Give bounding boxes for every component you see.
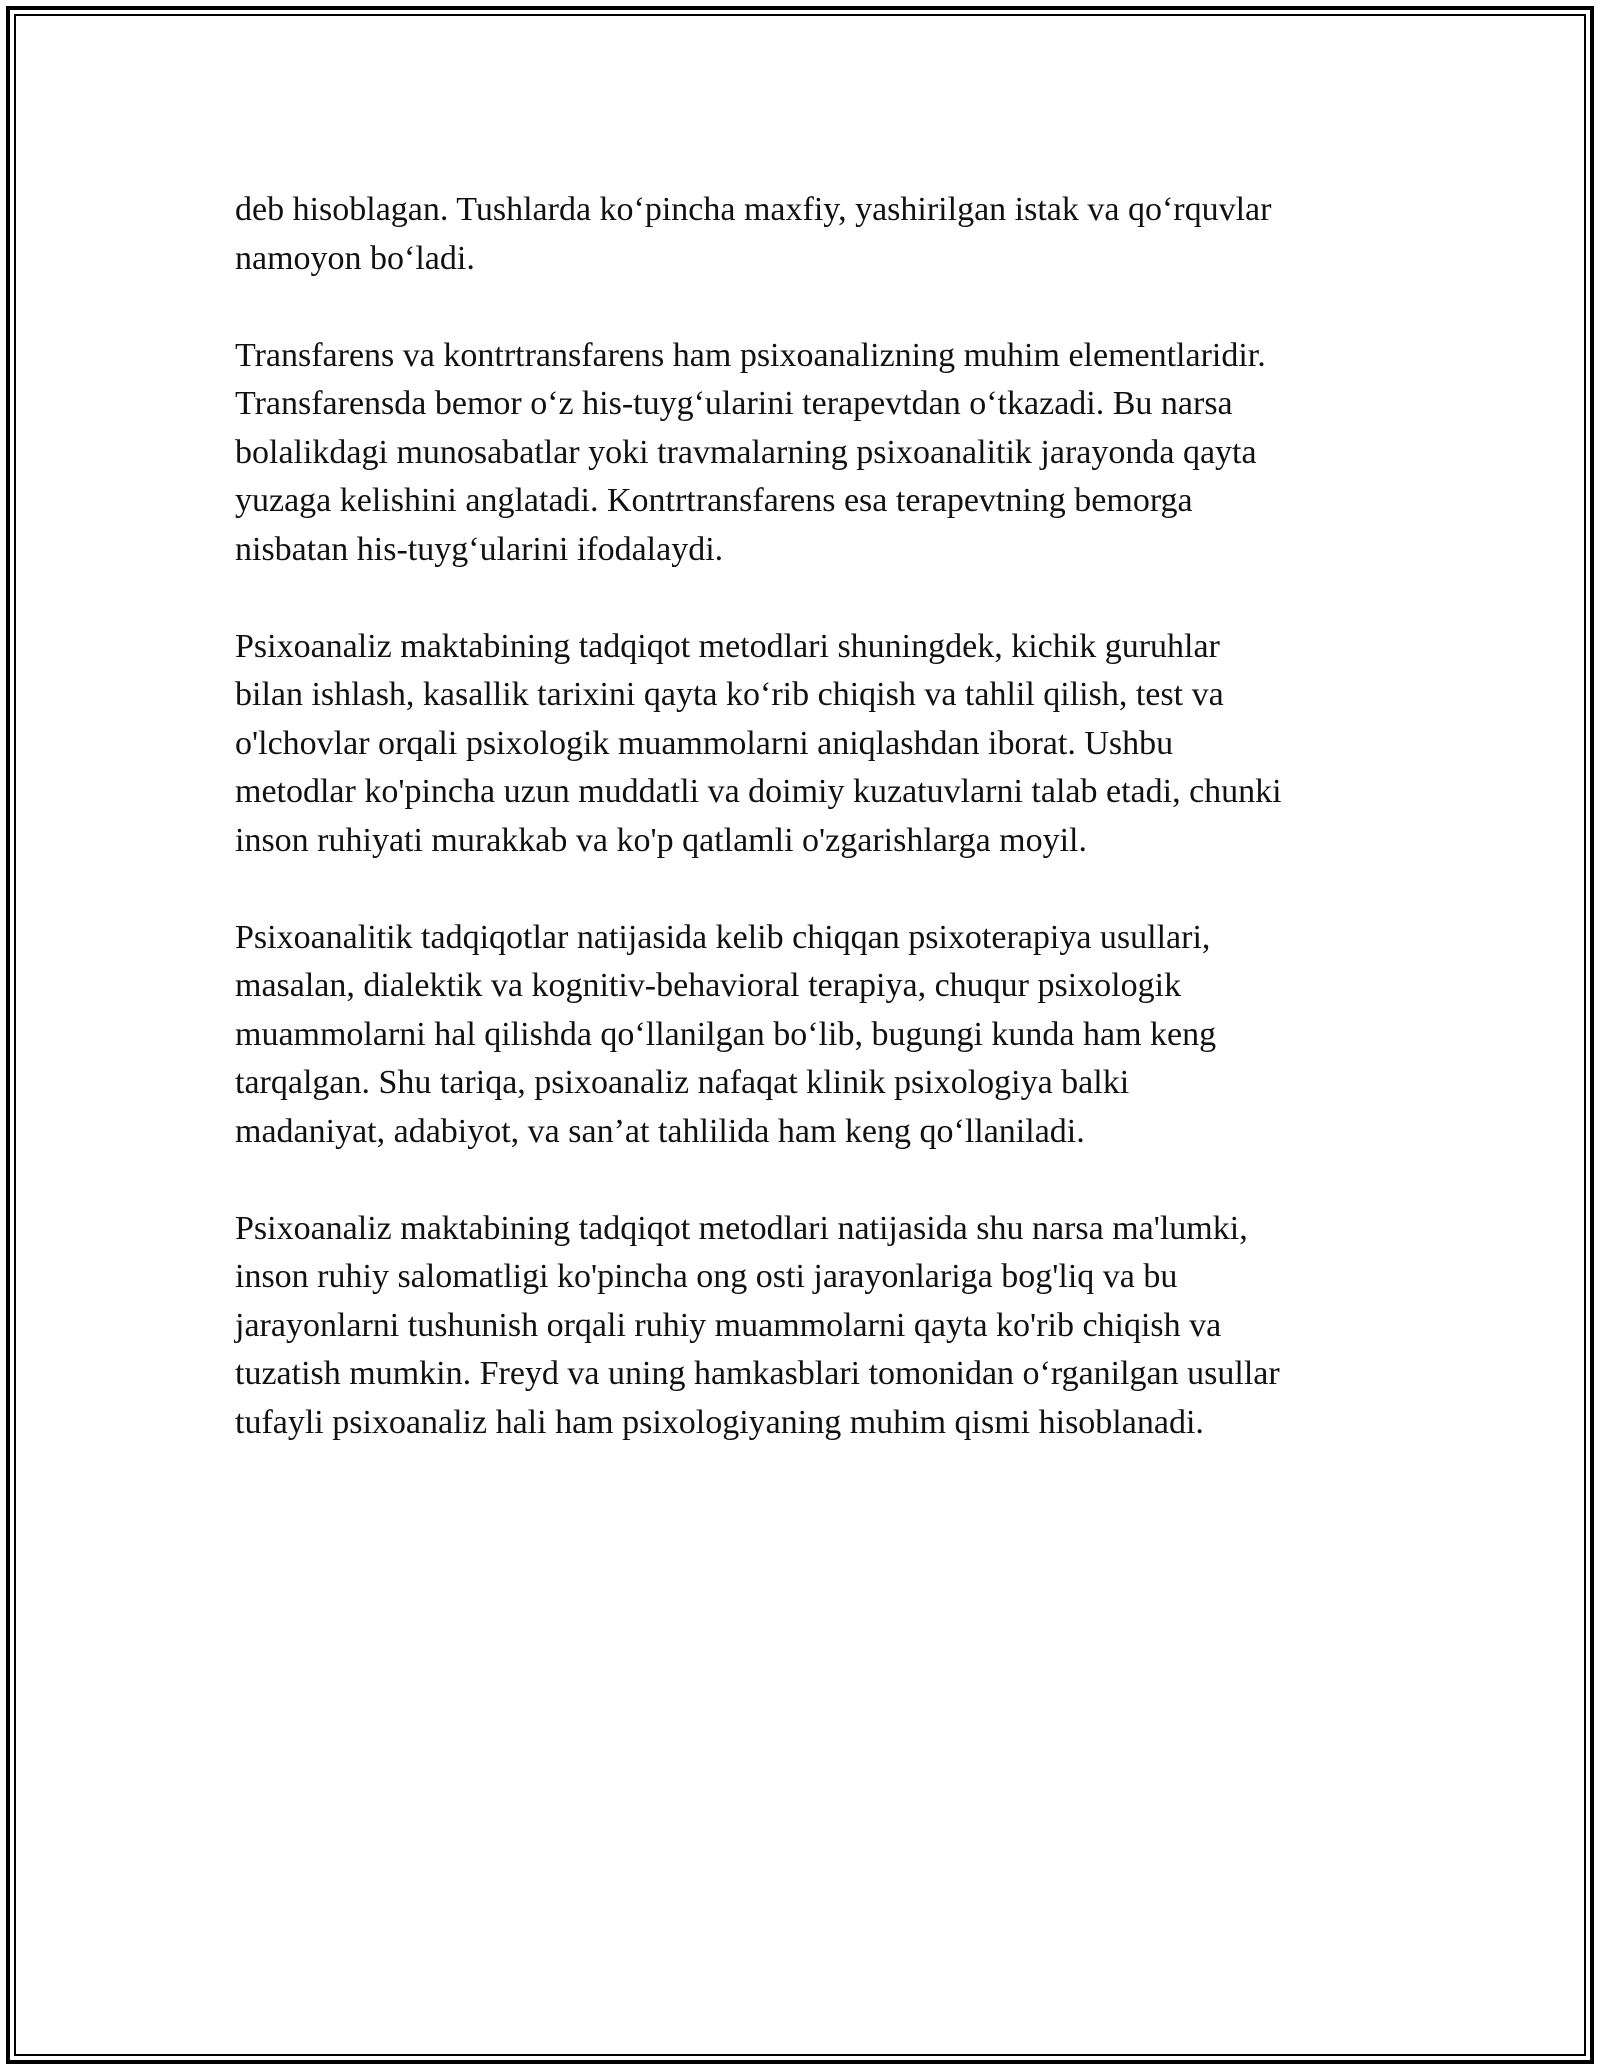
paragraph-research-methods: Psixoanaliz maktabining tadqiqot metodlari shuningdek, kichik guruhlar bilan ishlash, kasallik tarixini qayta ko‘rib chiqish va tahlil qilish, test va o'lchovlar orqali psixologik muammolarni aniqlashdan iborat. Ushbu metodlar ko'pincha uzun muddatli va doimiy kuzatuvlarni talab etadi, chunki inson ruhiyati murakkab va ko'p qatlamli o'zgarishlarga moyil. xyxy=(235,627,1282,859)
paragraph-dreams: deb hisoblagan. Tushlarda ko‘pincha maxfiy, yashirilgan istak va qo‘rquvlar namoyon bo‘ladi. xyxy=(235,191,1272,277)
paragraph-conclusion: Psixoanaliz maktabining tadqiqot metodlari natijasida shu narsa ma'lumki, inson ruhiy salomatligi ko'pincha ong osti jarayonlariga bog'liq va bu jarayonlarni tushunish orqali ruhiy muammolarni qayta ko'rib chiqish va tuzatish mumkin. Freyd va uning hamkasblari tomonidan o‘rganilgan usullar tufayli psixoanaliz hali ham psixologiyaning muhim qismi hisoblanadi. xyxy=(235,1209,1280,1441)
paragraph-transference: Transfarens va kontrtransfarens ham psixoanalizning muhim elementlaridir. Transfarensda bemor o‘z his-tuyg‘ularini terapevtdan o‘tkazadi. Bu narsa bolalikdagi munosabatlar yoki travmalarning psixoanalitik jarayonda qayta yuzaga kelishini anglatadi. Kontrtransfarens esa terapevtning bemorga nisbatan his-tuyg‘ularini ifodalaydi. xyxy=(235,336,1266,568)
paragraph-psychotherapy-methods: Psixoanalitik tadqiqotlar natijasida kelib chiqqan psixoterapiya usullari, masalan, dialektik va kognitiv-behavioral terapiya, chuqur psixologik muammolarni hal qilishda qo‘llanilgan bo‘lib, bugungi kunda ham keng tarqalgan. Shu tariqa, psixoanaliz nafaqat klinik psixologiya balki madaniyat, adabiyot, va san’at tahlilida ham keng qo‘llaniladi. xyxy=(235,918,1217,1150)
document-body xyxy=(235,186,1365,1496)
